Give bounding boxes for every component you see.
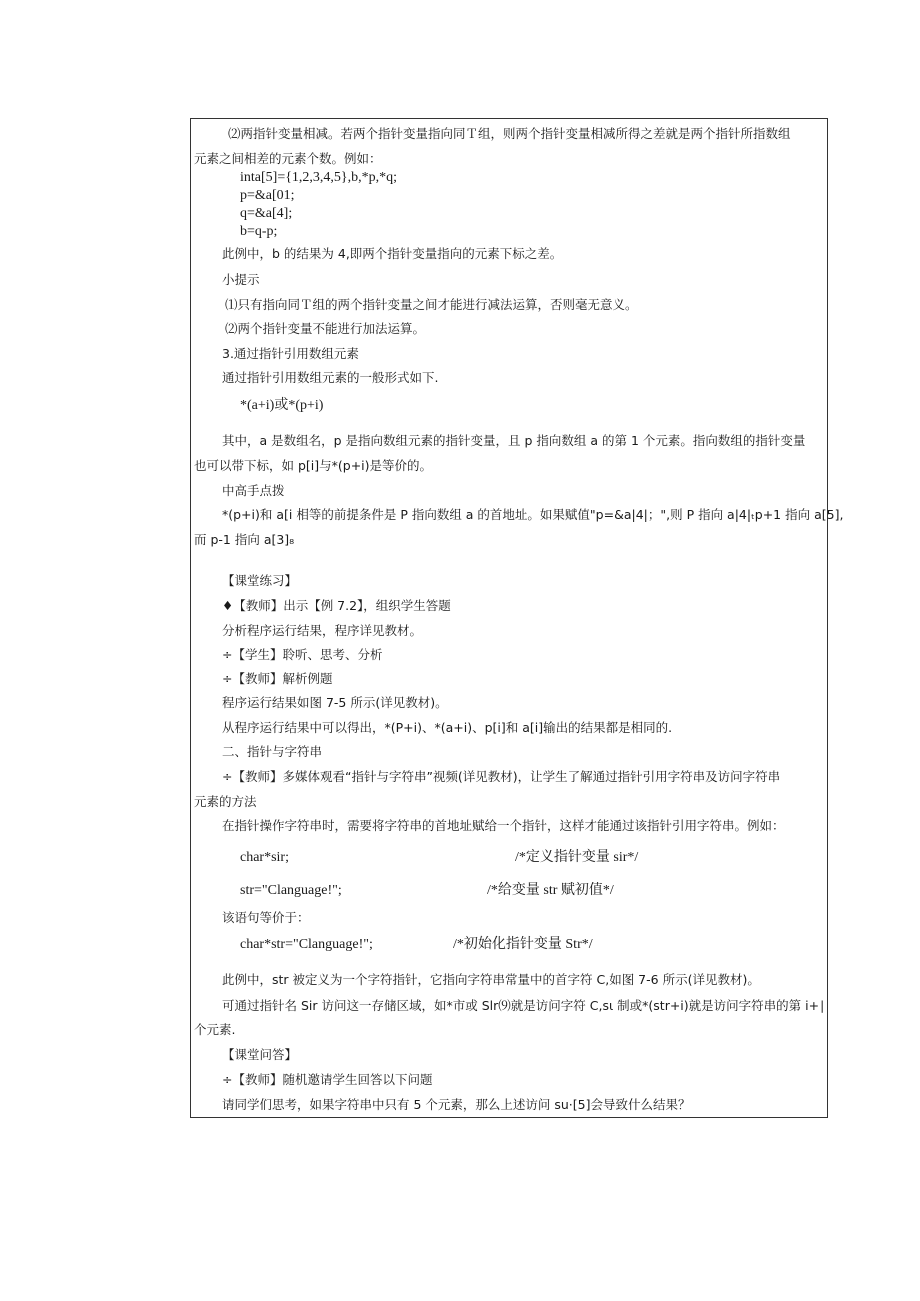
string-comment-2: /*给变量 str 赋初值*/ bbox=[487, 883, 614, 898]
tip-item: ⑴只有指向同Ｔ组的两个指针变量之间才能进行减法运算，否则毫无意义。 bbox=[225, 297, 638, 312]
string-comment-3: /*初始化指针变量 Str*/ bbox=[453, 937, 593, 952]
string-teacher-line1: ÷【教师】多媒体观看“指针与字符串”视频(详见教材)，让学生了解通过指针引用字符串及访问字符串 bbox=[222, 769, 781, 784]
section-3-explain-line1: 其中，a 是数组名，p 是指向数组元素的指针变量，且 p 指向数组 a 的第 1 个元素。指向数组的指针变量 bbox=[222, 433, 806, 448]
string-comment-1: /*定义指针变量 sir*/ bbox=[515, 850, 639, 865]
tip-item: ⑵两个指针变量不能进行加法运算。 bbox=[225, 321, 426, 336]
section-3-heading: 3.通过指针引用数组元素 bbox=[222, 346, 359, 361]
qa-title: 【课堂问答】 bbox=[222, 1047, 298, 1062]
code-line: inta[5]={1,2,3,4,5},b,*p,*q; bbox=[240, 170, 398, 185]
string-explain-2: 此例中，str 被定义为一个字符指针，它指向字符串常量中的首字符 C,如图 7-6 所示(详见教材)。 bbox=[222, 972, 760, 987]
section-3-explain-line2: 也可以带下标，如 p[i]与*(p+i)是等价的。 bbox=[194, 458, 433, 473]
subtract-explanation: 此例中，b 的结果为 4,即两个指针变量指向的元素下标之差。 bbox=[222, 246, 563, 261]
expert-line1: *(p+i)和 a[i 相等的前提条件是 P 指向数组 a 的首地址。如果赋值"p=&a|4|；",则 P 指向 a|4|ₜp+1 指向 a[5], bbox=[222, 507, 844, 522]
subtract-intro-line2: 元素之间相差的元素个数。例如： bbox=[194, 151, 382, 166]
practice-line: 程序运行结果如图 7-5 所示(详见教材)。 bbox=[222, 695, 448, 710]
practice-line: ÷【教师】解析例题 bbox=[222, 671, 333, 686]
tip-title: 小提示 bbox=[222, 272, 260, 287]
content-table-frame bbox=[190, 118, 828, 1118]
code-line: p=&a[01; bbox=[240, 188, 295, 203]
code-line: b=q-p; bbox=[240, 224, 278, 239]
string-code-3: char*str="Clanguage!"; bbox=[240, 937, 373, 952]
practice-line: ÷【学生】聆听、思考、分析 bbox=[222, 647, 383, 662]
string-equiv: 该语句等价于： bbox=[222, 910, 310, 925]
string-teacher-line2: 元素的方法 bbox=[194, 794, 257, 809]
section-3-form-intro: 通过指针引用数组元素的一般形式如下. bbox=[222, 370, 439, 385]
string-heading: 二、指针与字符串 bbox=[222, 744, 323, 759]
code-line: q=&a[4]; bbox=[240, 206, 293, 221]
qa-question: 请同学们思考，如果字符串中只有 5 个元素，那么上述访问 su·[5]会导致什么结果？ bbox=[222, 1097, 691, 1112]
practice-line: ♦【教师】出示【例 7.2】，组织学生答题 bbox=[222, 598, 451, 613]
qa-teacher: ÷【教师】随机邀请学生回答以下问题 bbox=[222, 1072, 433, 1087]
string-explain: 在指针操作字符串时，需要将字符串的首地址赋给一个指针，这样才能通过该指针引用字符串。例如： bbox=[222, 818, 785, 833]
subtract-intro-line1: ⑵两指针变量相减。若两个指针变量指向同Ｔ组，则两个指针变量相减所得之差就是两个指针所指数组 bbox=[228, 126, 791, 141]
string-code-1: char*sir; bbox=[240, 850, 289, 865]
string-explain-3a: 可通过指针名 Sir 访问这一存储区域，如*市或 Slr⑼就是访问字符 C,sι 制或*(str+i)就是访问字符串的第 i+∣ bbox=[222, 998, 826, 1013]
section-3-form: *(a+i)或*(p+i) bbox=[240, 398, 324, 413]
practice-line: 分析程序运行结果，程序详见教材。 bbox=[222, 623, 423, 638]
expert-title: 中高手点拨 bbox=[222, 483, 285, 498]
string-explain-3b: 个元素. bbox=[194, 1022, 236, 1037]
expert-line2: 而 p-1 指向 a[3]₈ bbox=[194, 532, 295, 547]
string-code-2: str="Clanguage!"; bbox=[240, 883, 342, 898]
practice-title: 【课堂练习】 bbox=[222, 573, 298, 588]
practice-line: 从程序运行结果中可以得出，*(P+i)、*(a+i)、p[i]和 a[i]输出的结果都是相同的. bbox=[222, 720, 673, 735]
